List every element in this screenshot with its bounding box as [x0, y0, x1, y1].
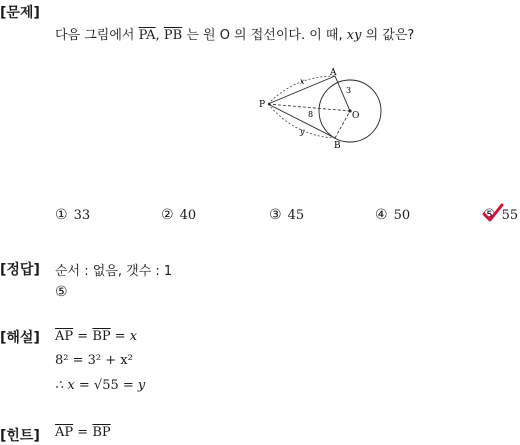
- question-variable: xy: [346, 28, 362, 43]
- problem-label: [문제]: [0, 5, 40, 21]
- question-middle: 는 원 O 의 접선이다. 이 때,: [186, 28, 343, 43]
- hint-label: [힌트]: [0, 428, 40, 444]
- choice-2-number: ②: [161, 207, 174, 223]
- label-b: B: [334, 141, 341, 151]
- label-p: P: [259, 100, 266, 110]
- solution-segment-bp: $\overline{BP}$: [92, 329, 111, 344]
- choice-3-number: ③: [269, 207, 282, 223]
- label-o: O: [352, 111, 360, 121]
- question-suffix: 의 값은?: [365, 28, 415, 43]
- hint-segment-bp: $\overline{BP}$: [92, 425, 111, 440]
- question-comma: ,: [155, 28, 160, 43]
- radius-ob: [335, 111, 350, 138]
- solution-equals: =: [73, 329, 93, 344]
- label-a: A: [330, 68, 337, 78]
- choice-4-value: 50: [393, 208, 411, 223]
- question-prefix: 다음 그림에서: [55, 28, 135, 43]
- answer-choice: ⑤: [55, 284, 68, 300]
- label-x: x: [300, 77, 305, 86]
- solution-segment-ap: $\overline{AP}$: [55, 329, 74, 344]
- solution-equals-y: = y: [118, 378, 146, 393]
- solution-sqrt: √55: [93, 378, 119, 393]
- choice-4[interactable]: [375, 207, 410, 223]
- solution-line-2: 8² = 3² + x²: [55, 353, 133, 368]
- choice-1-value: 33: [73, 208, 91, 223]
- choice-2-value: 40: [179, 208, 197, 223]
- solution-therefore-x: ∴ x =: [55, 378, 94, 393]
- hint-text: [55, 425, 111, 440]
- answer-order-count: 순서 : 없음, 갯수 : 1: [55, 264, 173, 279]
- solution-label: [해설]: [0, 330, 40, 346]
- choice-3-value: 45: [287, 208, 305, 223]
- segment-pa: $\overline{PA}$: [138, 28, 156, 43]
- choice-5-number: ⑤: [483, 207, 496, 223]
- choice-1[interactable]: [55, 207, 90, 223]
- choice-1-number: ①: [55, 207, 68, 223]
- tangent-circle-diagram: [255, 66, 390, 156]
- choice-3[interactable]: [269, 207, 304, 223]
- hint-segment-ap: $\overline{AP}$: [55, 425, 74, 440]
- label-radius: 3: [346, 86, 352, 95]
- hint-equals: =: [73, 425, 93, 440]
- choice-5-value: 55: [501, 208, 519, 223]
- label-po: 8: [308, 110, 314, 119]
- question-text: [55, 24, 414, 43]
- solution-equals-x: = x: [110, 329, 138, 344]
- choice-4-number: ④: [375, 207, 388, 223]
- choice-2[interactable]: [161, 207, 196, 223]
- solution-line-3: [55, 378, 145, 393]
- label-y: y: [300, 127, 305, 136]
- check-mark-icon: [482, 203, 504, 223]
- segment-pb: $\overline{PB}$: [163, 28, 183, 43]
- solution-line-1: [55, 329, 137, 344]
- answer-label: [정답]: [0, 262, 40, 278]
